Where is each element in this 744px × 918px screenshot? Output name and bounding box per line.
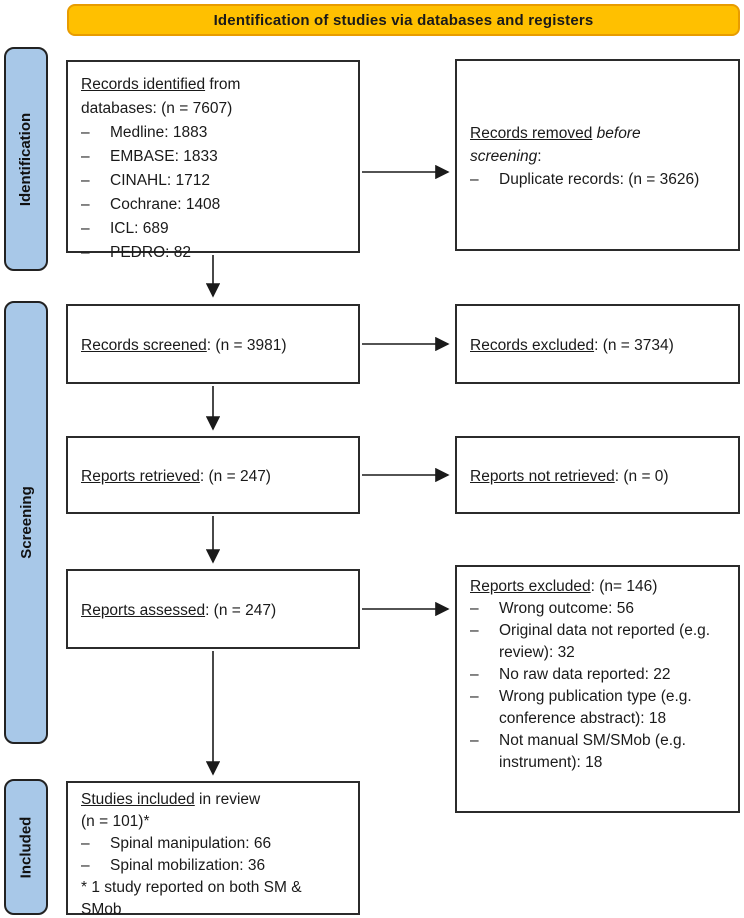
text-line [81, 789, 350, 811]
box-text-segment: Not manual SM/SMob (e.g. instrument): 18 [499, 732, 686, 771]
text-line [470, 122, 730, 145]
bullet-text [499, 686, 730, 730]
bullet-line [81, 145, 350, 169]
bullet-line [81, 833, 350, 855]
box-text-segment: : (n = 3981) [206, 336, 287, 354]
box-text-segment: Reports assessed [81, 601, 206, 619]
bullet-dash: – [470, 622, 479, 639]
box-text-segment: Spinal mobilization: 36 [110, 857, 266, 874]
bullet-line [470, 730, 730, 774]
text-line [81, 334, 350, 357]
bullet-dash: – [470, 732, 479, 749]
bullet-text [499, 664, 730, 686]
bullet-text [499, 730, 730, 774]
box-text-segment: Original data not reported (e.g. review): 32 [499, 622, 711, 661]
stage-bar-screening [4, 301, 48, 744]
text-line [81, 73, 350, 97]
box-text-segment: Wrong publication type (e.g. conference abstract): 18 [499, 688, 692, 727]
box-text-segment: : (n= 146) [590, 578, 658, 595]
text-line [81, 811, 350, 833]
bullet-dash: – [470, 600, 479, 617]
stage-label-identification: Identification [17, 112, 35, 206]
bullet-text [110, 833, 350, 855]
bullet-text [110, 193, 350, 217]
box-text-segment: : (n = 247) [199, 467, 271, 485]
bullet-text [110, 855, 350, 877]
box-text-segment: Duplicate records: (n = 3626) [499, 170, 700, 188]
box-text-segment: Records excluded [470, 336, 595, 354]
bullet-text [499, 620, 730, 664]
bullet-line [470, 620, 730, 664]
box-text-segment: CINAHL: 1712 [110, 172, 210, 189]
box-text-segment: * 1 study reported on both SM & [81, 879, 302, 896]
box-text-segment: : (n = 247) [205, 601, 277, 619]
box-text-segment: before [596, 124, 641, 142]
text-line [81, 899, 350, 918]
banner-title: Identification of studies via databases and registers [213, 11, 594, 29]
text-line [470, 576, 730, 598]
box-reports-retrieved [66, 436, 360, 514]
bullet-dash: – [470, 666, 479, 683]
bullet-dash: – [81, 172, 90, 189]
box-text-segment: : [537, 147, 542, 165]
bullet-dash: – [81, 835, 90, 852]
box-records-excluded [455, 304, 740, 384]
bullet-dash: – [81, 220, 90, 237]
box-text-segment: Cochrane: 1408 [110, 196, 221, 213]
bullet-dash: – [81, 124, 90, 141]
bullet-line [81, 121, 350, 145]
bullet-dash: – [81, 244, 90, 261]
box-reports-excluded [455, 565, 740, 813]
text-line [470, 145, 730, 168]
bullet-line [81, 241, 350, 265]
text-line [470, 334, 730, 357]
box-text-segment: Wrong outcome: 56 [499, 600, 634, 617]
box-text-segment: screening [470, 147, 538, 165]
bullet-line [81, 169, 350, 193]
box-text-segment: SMob [81, 901, 122, 918]
bullet-line [81, 217, 350, 241]
box-text-segment: ICL: 689 [110, 220, 169, 237]
box-text-segment: No raw data reported: 22 [499, 666, 671, 683]
stage-label-screening: Screening [17, 486, 35, 559]
box-reports-assessed [66, 569, 360, 649]
box-records-identified [66, 60, 360, 261]
bullet-line [470, 686, 730, 730]
box-text-segment: databases: (n = 7607) [81, 100, 233, 117]
box-text-segment: Reports retrieved [81, 467, 200, 485]
bullet-text [110, 169, 350, 193]
box-studies-included [66, 781, 360, 918]
bullet-text [499, 598, 730, 620]
bullet-text [110, 121, 350, 145]
box-text-segment: in review [194, 791, 261, 808]
text-line [81, 97, 350, 121]
text-line [81, 877, 350, 899]
box-text-segment: : (n = 3734) [594, 336, 674, 354]
bullet-dash: – [81, 857, 90, 874]
bullet-text [110, 241, 350, 265]
box-records-screened [66, 304, 360, 384]
bullet-dash: – [470, 170, 479, 188]
text-line [81, 465, 350, 488]
box-text-segment: Studies included [81, 791, 195, 808]
box-text-segment: Reports not retrieved [470, 467, 615, 485]
box-text-segment: Reports excluded [470, 578, 591, 595]
bullet-line [81, 193, 350, 217]
box-text-segment: Spinal manipulation: 66 [110, 835, 272, 852]
box-text-segment: Records removed [470, 124, 593, 142]
bullet-dash: – [81, 196, 90, 213]
bullet-line [470, 664, 730, 686]
box-reports-not-retrieved [455, 436, 740, 514]
bullet-dash: – [470, 688, 479, 705]
bullet-dash: – [81, 148, 90, 165]
box-text-segment: Medline: 1883 [110, 124, 208, 141]
box-text-segment: from [205, 76, 241, 93]
banner-identification-via-databases [67, 4, 740, 36]
stage-bar-included [4, 779, 48, 915]
bullet-text [110, 145, 350, 169]
stage-label-included: Included [17, 816, 35, 878]
bullet-line [470, 598, 730, 620]
bullet-line [470, 168, 730, 191]
bullet-line [81, 855, 350, 877]
box-text-segment: PEDRO: 82 [110, 244, 191, 261]
box-text-segment: Records screened [81, 336, 207, 354]
box-text-segment: Records identified [81, 76, 206, 93]
box-text-segment: : (n = 0) [614, 467, 669, 485]
text-line [470, 465, 730, 488]
bullet-text [499, 168, 730, 191]
box-text-segment: (n = 101)* [81, 813, 150, 830]
text-line [81, 599, 350, 622]
bullet-text [110, 217, 350, 241]
stage-bar-identification [4, 47, 48, 271]
box-text-segment: EMBASE: 1833 [110, 148, 218, 165]
box-records-removed-before-screening [455, 59, 740, 251]
